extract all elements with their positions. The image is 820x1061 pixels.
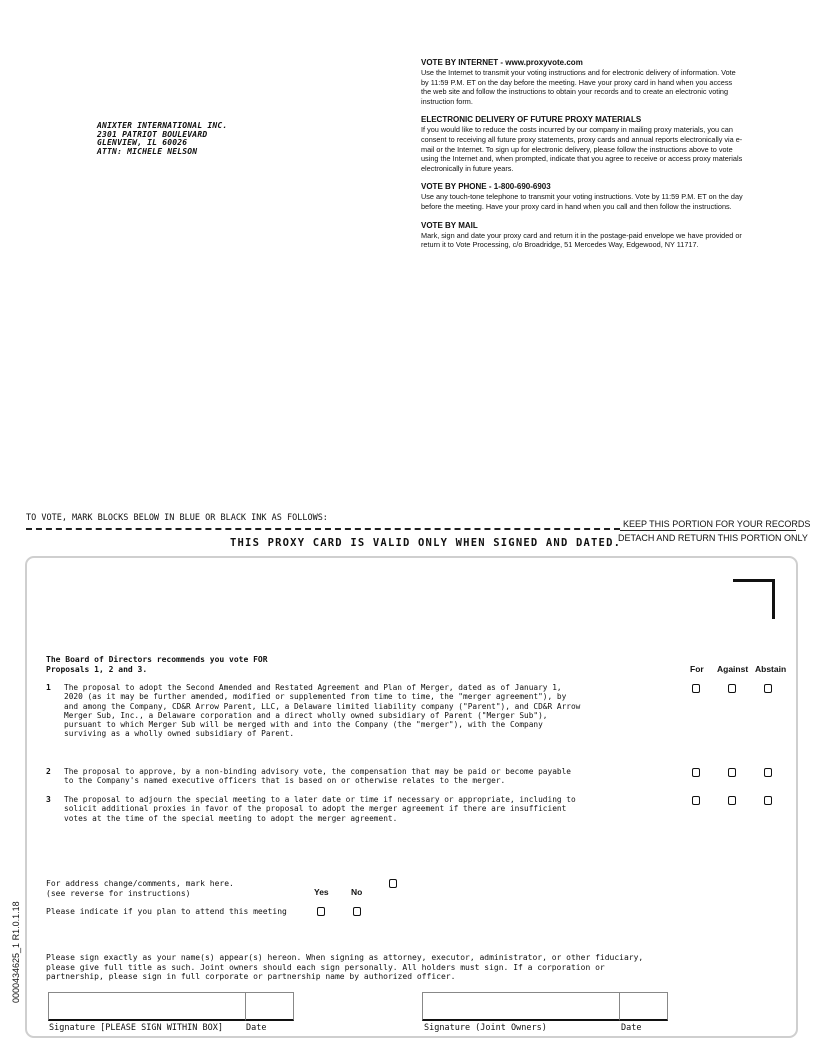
detach-dashed-line [26, 528, 620, 530]
vote-by-internet-section [421, 58, 743, 106]
section-body: Use the Internet to transmit your voting instructions and for electronic delivery of information. Vote by 11:59 P.M. ET on the day before the meeting. Have your proxy card in hand when you access the web site and follow the instructions to obtain your records and to create an electronic voting instruction form. [421, 68, 736, 106]
attend-yes-checkbox[interactable] [317, 907, 325, 916]
column-header-abstain: Abstain [755, 664, 787, 674]
proposal-number: 2 [46, 767, 51, 776]
recommendation-line: The Board of Directors recommends you vote FOR [46, 655, 268, 664]
address-change-line: For address change/comments, mark here. [46, 879, 234, 888]
signing-instructions: Please sign exactly as your name(s) appear(s) hereon. When signing as attorney, executor, administrator, or other fiduciary, please give full title as such. Joint owners should each sign personally. All holders must sign. If a corporation or partnership, please sign in full corporate or partnership name by authorized officer. [46, 953, 644, 981]
board-recommendation [46, 655, 268, 674]
proposal-number: 1 [46, 683, 51, 692]
voting-instructions [421, 58, 743, 259]
proposal-text: The proposal to adopt the Second Amended and Restated Agreement and Plan of Merger, dated as of January 1, 2020 (as it may be further amended, modified or supplemented from time to time, the "merger agreement"), by and among the Company, CD&R Arrow Parent, LLC, a Delaware limited liability company ("Parent"), and CD&R Arrow Merger Sub, Inc., a Delaware corporation and a direct wholly owned subsidiary of Parent ("Merger Sub"), pursuant to which Merger Sub will be merged with and into the Company (the "merger"), with the Company surviving as a wholly owned subsidiary of Parent. [64, 683, 581, 739]
proposal-1-for-checkbox[interactable] [692, 684, 700, 693]
vote-by-mail-section [421, 221, 743, 250]
keep-portion-label: KEEP THIS PORTION FOR YOUR RECORDS [623, 519, 811, 529]
address-change-label [46, 879, 234, 898]
section-title: VOTE BY MAIL [421, 220, 478, 230]
proposal-1-abstain-checkbox[interactable] [764, 684, 772, 693]
section-title: VOTE BY PHONE - 1-800-690-6903 [421, 182, 551, 192]
address-change-checkbox[interactable] [389, 879, 397, 888]
proposal-1-against-checkbox[interactable] [728, 684, 736, 693]
proposal-2-against-checkbox[interactable] [728, 768, 736, 777]
mailing-address [97, 122, 227, 156]
detach-portion-label: DETACH AND RETURN THIS PORTION ONLY [618, 533, 808, 543]
document-code: 0000434625_1 R1.0.1.18 [11, 901, 21, 1003]
proposal-3-abstain-checkbox[interactable] [764, 796, 772, 805]
attend-no-checkbox[interactable] [353, 907, 361, 916]
validity-notice: THIS PROXY CARD IS VALID ONLY WHEN SIGNED AND DATED. [230, 537, 622, 549]
address-line: ANIXTER INTERNATIONAL INC. [97, 121, 228, 130]
address-line: 2301 PATRIOT BOULEVARD [97, 129, 208, 139]
proposal-text: The proposal to adjourn the special meeting to a later date or time if necessary or appropriate, including to solicit additional proxies in favor of the proposal to adopt the merger agreement if there are insufficient votes at the time of the special meeting to adopt the merger agreement. [64, 795, 576, 823]
address-line: ATTN: MICHELE NELSON [97, 146, 198, 156]
proposal-2-for-checkbox[interactable] [692, 768, 700, 777]
joint-signature-label: Signature (Joint Owners) [424, 1023, 547, 1033]
recommendation-line: Proposals 1, 2 and 3. [46, 664, 148, 674]
section-body: If you would like to reduce the costs incurred by our company in mailing proxy materials, you can consent to receiving all future proxy statements, proxy cards and annual reports electronically via e-mail or the Internet. To sign up for electronic delivery, please follow the instructions above to vote using the Internet and, when prompted, indicate that you agree to receive or access proxy materials electronically in future years. [421, 125, 743, 173]
vote-by-phone-section [421, 182, 743, 211]
keep-underline [620, 530, 796, 531]
signature-date-field[interactable] [245, 992, 294, 1021]
signature-label: Signature [PLEASE SIGN WITHIN BOX] [49, 1023, 223, 1033]
yes-column-label: Yes [314, 887, 329, 897]
column-header-against: Against [717, 664, 749, 674]
section-body: Mark, sign and date your proxy card and return it in the postage-paid envelope we have provided or return it to Vote Processing, c/o Broadridge, 51 Mercedes Way, Edgewood, NY 11717. [421, 230, 742, 250]
joint-signature-date-field[interactable] [619, 992, 668, 1021]
section-title: VOTE BY INTERNET - www.proxyvote.com [421, 58, 583, 67]
no-column-label: No [351, 887, 363, 897]
address-change-line: (see reverse for instructions) [46, 888, 191, 898]
joint-signature-field[interactable] [422, 992, 620, 1021]
joint-signature-date-label: Date [621, 1023, 642, 1033]
column-header-for: For [690, 664, 704, 674]
ink-instruction: TO VOTE, MARK BLOCKS BELOW IN BLUE OR BLACK INK AS FOLLOWS: [26, 513, 328, 523]
signature-field[interactable] [48, 992, 246, 1021]
proposal-2-abstain-checkbox[interactable] [764, 768, 772, 777]
corner-mark [733, 579, 775, 619]
section-title: ELECTRONIC DELIVERY OF FUTURE PROXY MATERIALS [421, 115, 642, 125]
proposal-number: 3 [46, 795, 51, 804]
attend-meeting-label: Please indicate if you plan to attend this meeting [46, 907, 287, 916]
address-line: GLENVIEW, IL 60026 [97, 138, 188, 147]
electronic-delivery-section [421, 115, 743, 173]
proposal-3-for-checkbox[interactable] [692, 796, 700, 805]
section-body: Use any touch-tone telephone to transmit your voting instructions. Vote by 11:59 P.M. ET on the day before the meeting. Have your proxy card in hand when you call and then follow the instructions. [421, 192, 743, 211]
proposal-3-against-checkbox[interactable] [728, 796, 736, 805]
signature-date-label: Date [246, 1023, 267, 1033]
proposal-text: The proposal to approve, by a non-binding advisory vote, the compensation that may be paid or become payable to the Company's named executive officers that is based on or otherwise relates to the merger. [64, 767, 571, 786]
